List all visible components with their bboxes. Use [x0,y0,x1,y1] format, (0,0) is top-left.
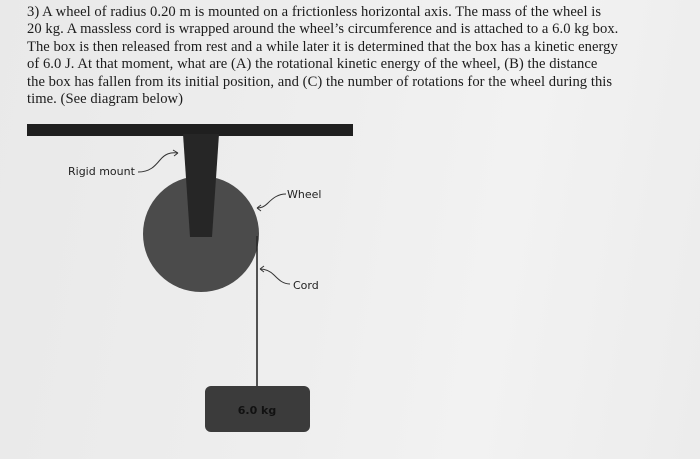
cord-label: Cord [293,279,319,292]
rigid-mount-pointer [138,153,178,172]
problem-line: 3) A wheel of radius 0.20 m is mounted on a frictionless horizontal axis. The mass of the wheel is [27,4,602,20]
problem-line: of 6.0 J. At that moment, what are (A) the rotational kinetic energy of the wheel, (B) the distance [27,56,598,73]
problem-line: the box has fallen from its initial position, and (C) the number of rotations for the wheel during this [27,73,613,90]
cord-pointer [260,269,290,284]
problem-line: time. (See diagram below) [27,91,184,108]
problem-line: The box is then released from rest and a while later it is determined that the box has a kinetic energy [27,38,618,55]
problem-line: 20 kg. A massless cord is wrapped around the wheel’s circumference and is attached to a 6.0 kg box. [27,21,619,38]
wheel-pointer [257,194,286,208]
wheel-label: Wheel [287,188,322,201]
box-mass-label: 6.0 kg [237,404,277,417]
rigid-mount-label: Rigid mount [68,165,135,178]
